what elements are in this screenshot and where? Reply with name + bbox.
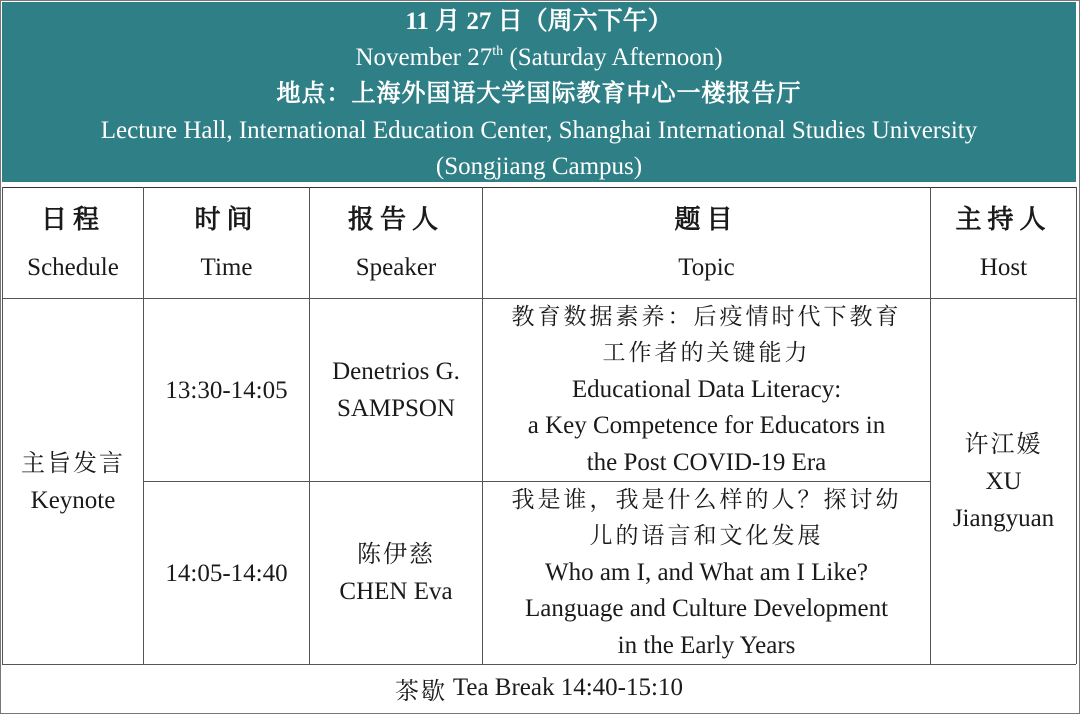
column-header-schedule <box>3 188 143 298</box>
host-cn: 许江媛 <box>964 430 1043 458</box>
schedule-cn: 主旨发言 <box>21 448 125 477</box>
talk-topic-cell <box>483 299 930 481</box>
talk-topic-cell <box>483 482 930 664</box>
speaker-line2: CHEN Eva <box>339 578 453 605</box>
talk-time-cell <box>144 482 309 664</box>
schedule-header <box>2 2 1076 185</box>
footer-divider <box>2 664 1076 665</box>
column-header-en: Speaker <box>355 254 437 281</box>
host-en-line2: Jiangyuan <box>952 505 1055 532</box>
column-header-en: Schedule <box>27 254 119 281</box>
talk-time: 14:05-14:40 <box>165 559 288 587</box>
date-en-suffix: th <box>492 44 504 59</box>
tea-break-en: Tea Break 14:40-15:10 <box>447 674 683 701</box>
column-header-en: Topic <box>678 254 735 281</box>
column-header-en: Time <box>200 254 253 281</box>
speaker-line1: 陈伊慈 <box>357 540 435 568</box>
table-right-border <box>1076 187 1077 664</box>
date-en-weekday: (Saturday Afternoon) <box>503 44 723 71</box>
speaker-line2: SAMPSON <box>336 395 456 422</box>
venue-cn: 地点：上海外国语大学国际教育中心一楼报告厅 <box>276 81 802 107</box>
schedule-en: Keynote <box>30 486 116 514</box>
date-en <box>2 43 1076 73</box>
talk-speaker-cell <box>310 482 482 664</box>
speaker-line1: Denetrios G. <box>332 358 460 385</box>
topic-en-line2: Language and Culture Development <box>524 595 889 623</box>
topic-en-line1: Who am I, and What am I Like? <box>544 558 869 586</box>
date-en-main: November 27 <box>355 44 493 71</box>
tea-break-cn: 茶歇 <box>395 676 448 705</box>
topic-cn-line1: 教育数据素养：后疫情时代下教育 <box>511 303 902 330</box>
column-header-cn: 报告人 <box>347 205 444 235</box>
schedule-cell <box>3 299 143 664</box>
topic-en-line2: a Key Competence for Educators in <box>527 412 886 440</box>
talk-speaker-cell <box>310 299 482 481</box>
column-header-speaker <box>310 188 482 298</box>
column-header-topic <box>483 188 930 298</box>
date-cn: 11 月 27 日（周六下午） <box>405 8 673 35</box>
venue-en: Lecture Hall, International Education Center, Shanghai International Studies University <box>100 117 978 144</box>
talk-time-cell <box>144 299 309 481</box>
topic-cn-line1: 我是谁，我是什么样的人？探讨幼 <box>511 486 902 513</box>
talk-time: 13:30-14:05 <box>165 376 288 404</box>
column-header-cn: 题目 <box>674 205 739 235</box>
column-header-en: Host <box>979 254 1028 281</box>
topic-en-line3: the Post COVID-19 Era <box>586 448 827 476</box>
campus-en: (Songjiang Campus) <box>435 153 643 180</box>
column-header-cn: 日程 <box>40 205 105 235</box>
topic-en-line3: in the Early Years <box>617 631 796 659</box>
column-header-cn: 主持人 <box>955 205 1052 235</box>
column-header-host <box>931 188 1076 298</box>
column-header-time <box>144 188 309 298</box>
topic-cn-line2: 儿的语言和文化发展 <box>589 523 824 550</box>
column-header-cn: 时间 <box>194 205 259 235</box>
topic-cn-line2: 工作者的关键能力 <box>602 340 811 367</box>
host-cell <box>931 299 1076 664</box>
tea-break-row <box>2 666 1076 710</box>
host-en-line1: XU <box>985 468 1022 495</box>
topic-en-line1: Educational Data Literacy: <box>571 375 842 403</box>
